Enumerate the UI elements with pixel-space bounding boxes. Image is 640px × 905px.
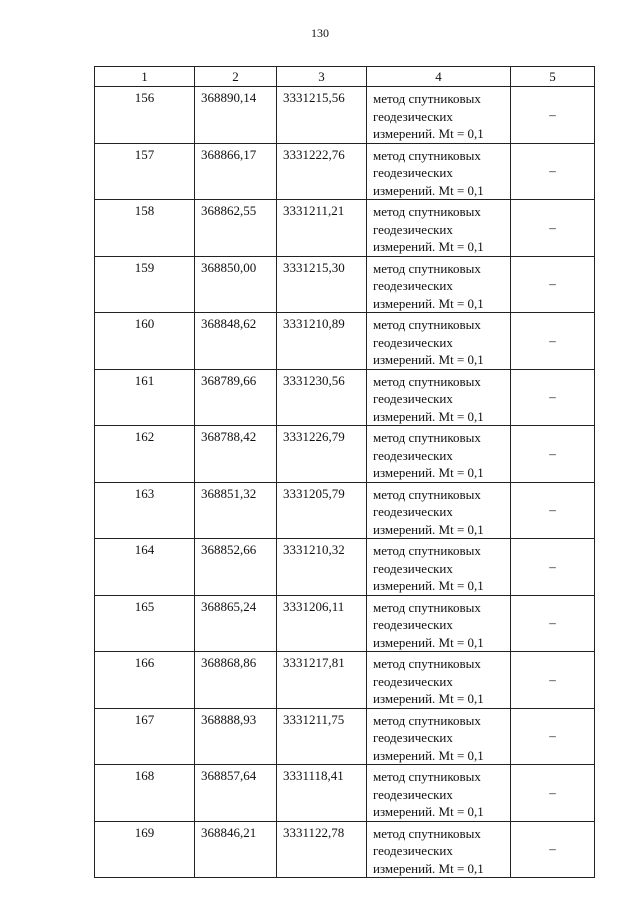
y-coordinate-cell: 3331215,30 [277,256,367,313]
method-line: метод спутниковых [373,317,481,332]
x-coordinate-cell: 368890,14 [195,87,277,144]
y-coordinate-cell: 3331118,41 [277,765,367,822]
note-cell: – [511,539,595,596]
table-row [95,200,595,257]
note-cell: – [511,821,595,878]
method-line: геодезических [373,334,453,350]
method-line: метод спутниковых [373,599,481,615]
method-cell [367,652,511,709]
note-cell: – [511,652,595,709]
y-coordinate-cell: 3331210,89 [277,313,367,370]
x-coordinate-cell: 368868,86 [195,652,277,709]
table-row [95,313,595,370]
method-line: измерений. Mt = 0,1 [373,239,484,254]
table-row [95,595,595,652]
point-number-cell: 162 [95,426,195,483]
table-row [95,256,595,313]
y-coordinate-cell: 3331215,56 [277,87,367,144]
method-cell [367,143,511,200]
method-cell [367,200,511,257]
x-coordinate-cell: 368857,64 [195,765,277,822]
y-coordinate-cell: 3331222,76 [277,143,367,200]
method-cell [367,708,511,765]
method-line: измерений. Mt = 0,1 [373,691,484,706]
y-coordinate-cell: 3331211,75 [277,708,367,765]
table-row [95,369,595,426]
method-line: геодезических [373,560,453,576]
method-line: измерений. Mt = 0,1 [373,408,484,424]
y-coordinate-cell: 3331230,56 [277,369,367,426]
table-row [95,652,595,709]
method-cell [367,821,511,878]
method-line: геодезических [373,108,453,124]
method-line: измерений. Mt = 0,1 [373,521,484,537]
method-line: метод спутниковых [373,204,481,219]
method-cell [367,256,511,313]
method-line: измерений. Mt = 0,1 [373,182,484,198]
method-line: геодезических [373,730,453,745]
column-header: 5 [511,67,595,87]
point-number-cell: 157 [95,143,195,200]
method-line: геодезических [373,617,453,632]
method-cell [367,595,511,652]
method-line: измерений. Mt = 0,1 [373,634,484,650]
point-number-cell: 164 [95,539,195,596]
point-number-cell: 158 [95,200,195,257]
method-line: измерений. Mt = 0,1 [373,804,484,819]
method-line: метод спутниковых [373,373,481,389]
note-cell: – [511,595,595,652]
x-coordinate-cell: 368865,24 [195,595,277,652]
method-line: метод спутниковых [373,147,481,163]
x-coordinate-cell: 368866,17 [195,143,277,200]
y-coordinate-cell: 3331217,81 [277,652,367,709]
note-cell: – [511,200,595,257]
y-coordinate-cell: 3331210,32 [277,539,367,596]
point-number-cell: 165 [95,595,195,652]
x-coordinate-cell: 368862,55 [195,200,277,257]
table-row [95,87,595,144]
method-line: измерений. Mt = 0,1 [373,126,484,141]
x-coordinate-cell: 368852,66 [195,539,277,596]
method-line: измерений. Mt = 0,1 [373,295,484,311]
column-header: 3 [277,67,367,87]
table-row [95,143,595,200]
method-line: геодезических [373,504,453,519]
method-cell [367,426,511,483]
method-line: геодезических [373,843,453,858]
method-cell [367,369,511,426]
note-cell: – [511,765,595,822]
table-header-row [95,67,595,87]
method-line: геодезических [373,447,453,463]
method-line: измерений. Mt = 0,1 [373,860,484,876]
x-coordinate-cell: 368888,93 [195,708,277,765]
x-coordinate-cell: 368850,00 [195,256,277,313]
point-number-cell: 160 [95,313,195,370]
point-number-cell: 167 [95,708,195,765]
point-number-cell: 159 [95,256,195,313]
method-cell [367,765,511,822]
note-cell: – [511,426,595,483]
column-header: 1 [95,67,195,87]
method-cell [367,539,511,596]
method-line: геодезических [373,786,453,802]
x-coordinate-cell: 368848,62 [195,313,277,370]
method-cell [367,482,511,539]
method-line: метод спутниковых [373,712,481,728]
table-row [95,765,595,822]
method-line: метод спутниковых [373,486,481,502]
point-number-cell: 163 [95,482,195,539]
x-coordinate-cell: 368846,21 [195,821,277,878]
x-coordinate-cell: 368789,66 [195,369,277,426]
method-line: метод спутниковых [373,260,481,276]
note-cell: – [511,143,595,200]
method-line: измерений. Mt = 0,1 [373,465,484,480]
y-coordinate-cell: 3331211,21 [277,200,367,257]
note-cell: – [511,482,595,539]
note-cell: – [511,369,595,426]
method-line: метод спутниковых [373,430,481,445]
method-line: метод спутниковых [373,543,481,558]
note-cell: – [511,313,595,370]
method-line: геодезических [373,221,453,237]
x-coordinate-cell: 368788,42 [195,426,277,483]
table-row [95,821,595,878]
note-cell: – [511,708,595,765]
page-number: 130 [311,26,329,40]
point-number-cell: 169 [95,821,195,878]
method-line: геодезических [373,278,453,293]
x-coordinate-cell: 368851,32 [195,482,277,539]
method-cell [367,87,511,144]
note-cell: – [511,87,595,144]
method-line: метод спутниковых [373,769,481,784]
column-header: 2 [195,67,277,87]
column-header: 4 [367,67,511,87]
y-coordinate-cell: 3331122,78 [277,821,367,878]
method-line: геодезических [373,391,453,406]
table-row [95,482,595,539]
method-line: измерений. Mt = 0,1 [373,352,484,367]
table-row [95,539,595,596]
y-coordinate-cell: 3331226,79 [277,426,367,483]
note-cell: – [511,256,595,313]
table-row [95,708,595,765]
y-coordinate-cell: 3331205,79 [277,482,367,539]
coordinates-table [94,66,595,878]
table-row [95,426,595,483]
method-line: метод спутниковых [373,656,481,671]
method-line: геодезических [373,165,453,180]
point-number-cell: 166 [95,652,195,709]
y-coordinate-cell: 3331206,11 [277,595,367,652]
method-line: метод спутниковых [373,825,481,841]
method-line: измерений. Mt = 0,1 [373,747,484,763]
method-cell [367,313,511,370]
method-line: метод спутниковых [373,91,481,106]
point-number-cell: 168 [95,765,195,822]
point-number-cell: 156 [95,87,195,144]
method-line: измерений. Mt = 0,1 [373,578,484,593]
method-line: геодезических [373,673,453,689]
point-number-cell: 161 [95,369,195,426]
